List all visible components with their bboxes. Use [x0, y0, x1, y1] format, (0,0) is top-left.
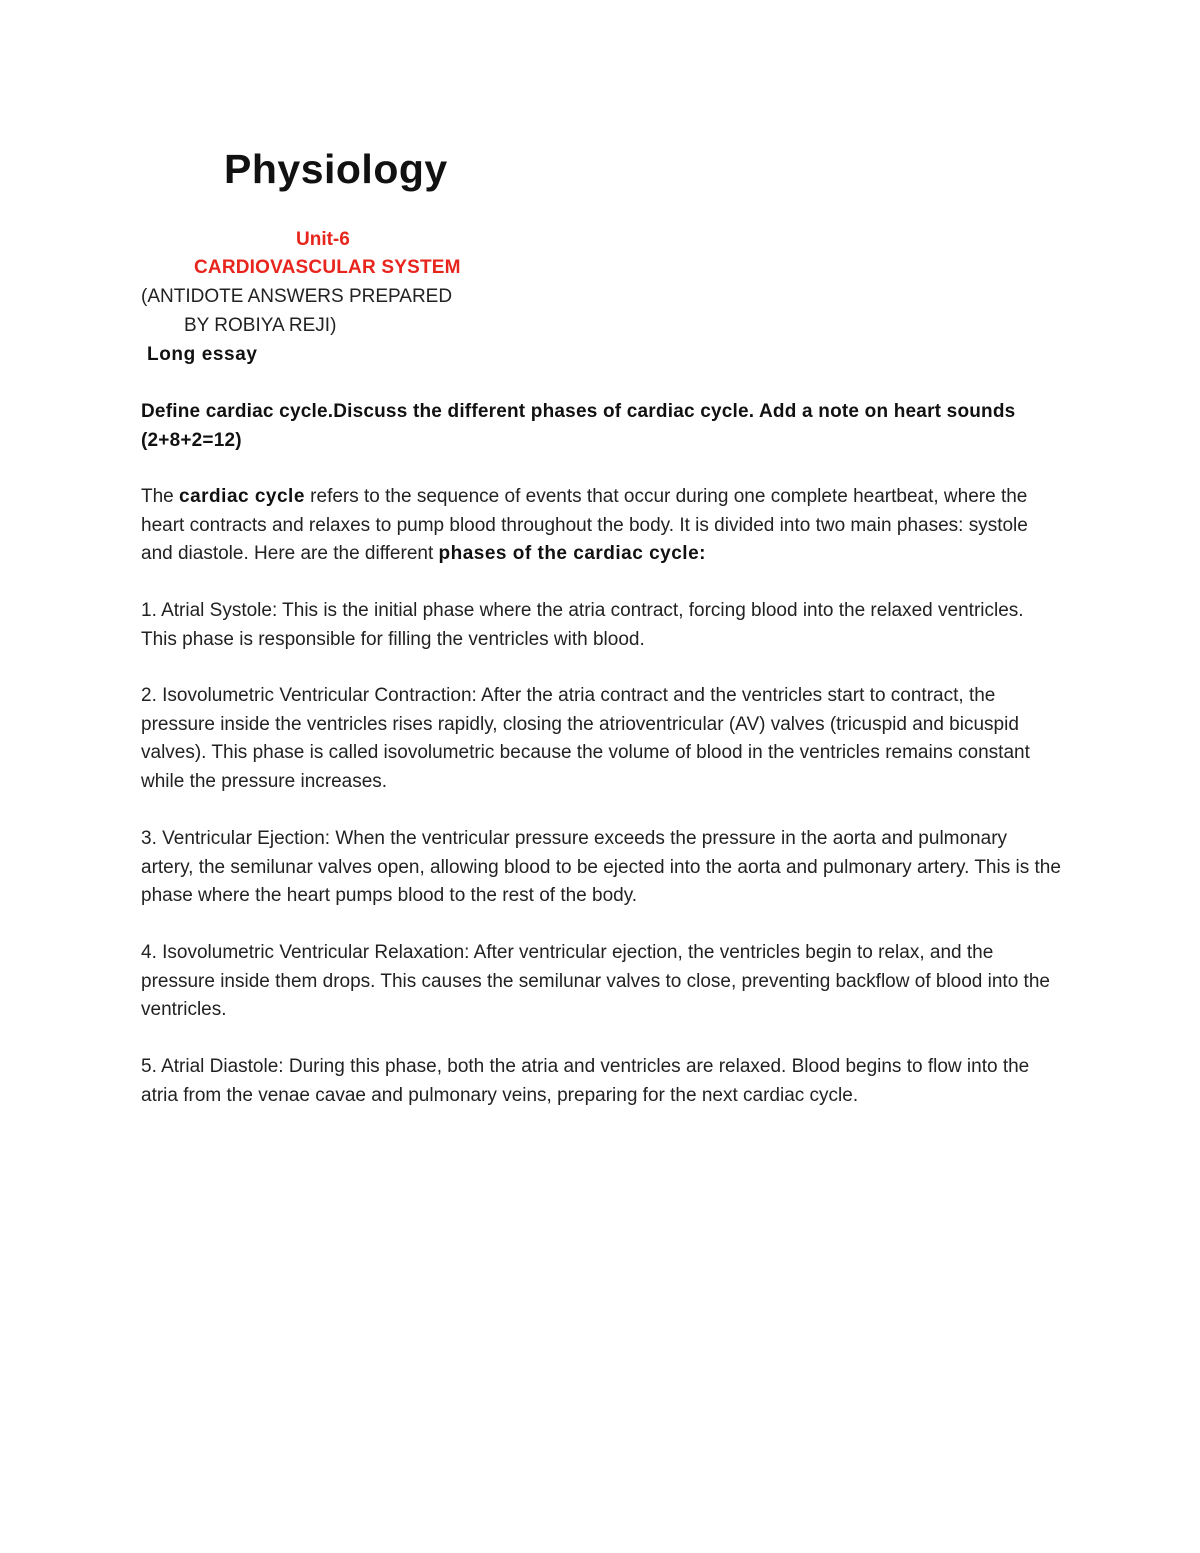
unit-heading: Unit-6: [296, 229, 350, 250]
phase-paragraph-3: 3. Ventricular Ejection: When the ventricular pressure exceeds the pressure in the aorta and pulmonary artery, the semilunar valves open, allowing blood to be ejected into the aorta and pulmonary artery. This is the phase where the heart pumps blood to the rest of the body.: [141, 828, 1061, 907]
phase-paragraph-1: 1. Atrial Systole: This is the initial phase where the atria contract, forcing blood into the relaxed ventricles. This phase is responsible for filling the ventricles with blood.: [141, 600, 1024, 650]
credit-line-2: BY ROBIYA REJI): [184, 315, 337, 336]
question-text: Define cardiac cycle.Discuss the different phases of cardiac cycle. Add a note on heart sounds (2+8+2=12): [141, 401, 1016, 451]
phases-emphasis: phases of the cardiac cycle:: [438, 543, 706, 565]
intro-lead: The: [141, 486, 180, 507]
intro-middle: refers to the sequence of events that occur during one complete heartbeat, where the heart contracts and relaxes to pump blood throughout the body. It is divided into two main phases: systole and diastole. Here are the different: [141, 486, 1028, 565]
document-title: Physiology: [224, 146, 448, 192]
phase-paragraph-4: 4. Isovolumetric Ventricular Relaxation: After ventricular ejection, the ventricles begin to relax, and the pressure inside them drops. This causes the semilunar valves to close, preventing backflow of blood into the ventricles.: [141, 942, 1050, 1021]
cardiac-cycle-term: cardiac cycle: [179, 486, 305, 507]
system-heading: CARDIOVASCULAR SYSTEM: [194, 257, 461, 278]
phase-paragraph-5: 5. Atrial Diastole: During this phase, both the atria and ventricles are relaxed. Blood begins to flow into the atria from the venae cavae and pulmonary veins, preparing for the next cardiac cycle.: [141, 1056, 1030, 1106]
credit-line-1: (ANTIDOTE ANSWERS PREPARED: [141, 286, 453, 307]
essay-type-label: Long essay: [147, 344, 258, 365]
intro-paragraph: [141, 483, 1061, 569]
phase-paragraph-2: 2. Isovolumetric Ventricular Contraction: After the atria contract and the ventricles start to contract, the pressure inside the ventricles rises rapidly, closing the atrioventricular (AV) valves (tricuspid and bicuspid valves). This phase is called isovolumetric because the volume of blood in the ventricles remains constant while the pressure increases.: [141, 685, 1030, 792]
